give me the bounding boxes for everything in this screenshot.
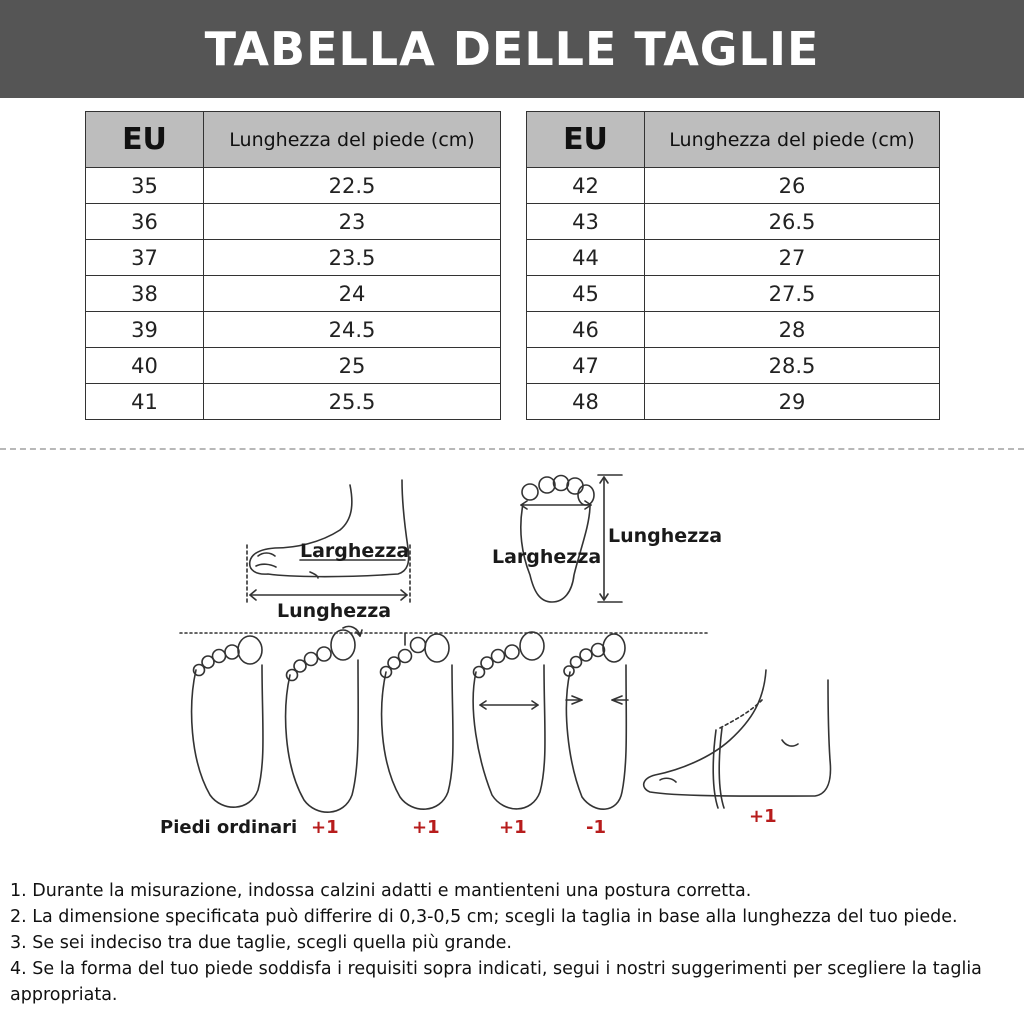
table-header-row	[86, 112, 501, 168]
eu-size-cell: 37	[86, 240, 204, 276]
table-row	[86, 204, 501, 240]
eu-size-cell: 47	[527, 348, 645, 384]
foot-measurement-illustration	[0, 450, 1024, 860]
table-row	[527, 168, 940, 204]
eu-size-cell: 38	[86, 276, 204, 312]
note-2: 2. La dimensione specificata può differire di 0,3-0,5 cm; scegli la taglia in base alla lunghezza del tuo piede.	[10, 907, 958, 927]
foot-ordinary-icon	[192, 636, 263, 807]
sole-length-label: Lunghezza	[608, 525, 723, 547]
eu-size-cell: 35	[86, 168, 204, 204]
table-row	[86, 276, 501, 312]
foot-length-cell: 29	[645, 384, 940, 420]
foot-length-cell: 28	[645, 312, 940, 348]
adjustment-label: -1	[586, 817, 606, 838]
eu-size-cell: 42	[527, 168, 645, 204]
size-table-left	[85, 111, 501, 420]
foot-length-cell: 24.5	[204, 312, 501, 348]
table-row	[86, 384, 501, 420]
eu-size-cell: 48	[527, 384, 645, 420]
foot-length-cell: 28.5	[645, 348, 940, 384]
adjustment-label: +1	[749, 806, 777, 827]
sole-width-label: Larghezza	[492, 546, 602, 568]
foot-length-cell: 27	[645, 240, 940, 276]
eu-size-cell: 45	[527, 276, 645, 312]
length-column-header: Lunghezza del piede (cm)	[204, 112, 501, 168]
table-row	[527, 384, 940, 420]
table-row	[527, 348, 940, 384]
eu-column-header: EU	[527, 112, 645, 168]
eu-size-cell: 39	[86, 312, 204, 348]
foot-length-cell: 22.5	[204, 168, 501, 204]
foot-length-cell: 27.5	[645, 276, 940, 312]
adjustment-label: +1	[499, 817, 527, 838]
foot-length-cell: 26.5	[645, 204, 940, 240]
adjustment-label: +1	[412, 817, 440, 838]
table-row	[527, 312, 940, 348]
foot-wide-icon	[473, 632, 545, 809]
table-row	[527, 240, 940, 276]
page-title: TABELLA DELLE TAGLIE	[204, 22, 820, 76]
note-1: 1. Durante la misurazione, indossa calzini adatti e mantienteni una postura corretta.	[10, 881, 752, 901]
eu-size-cell: 36	[86, 204, 204, 240]
eu-size-cell: 46	[527, 312, 645, 348]
side-length-label: Lunghezza	[277, 600, 392, 622]
adjustment-label: +1	[311, 817, 339, 838]
eu-column-header: EU	[86, 112, 204, 168]
table-row	[86, 348, 501, 384]
length-column-header: Lunghezza del piede (cm)	[645, 112, 940, 168]
size-table-right	[526, 111, 940, 420]
table-row	[527, 276, 940, 312]
note-4: 4. Se la forma del tuo piede soddisfa i requisiti sopra indicati, segui i nostri suggerimenti per scegliere la taglia appropriata.	[10, 959, 982, 1005]
foot-length-cell: 25.5	[204, 384, 501, 420]
foot-length-cell: 26	[645, 168, 940, 204]
foot-second-toe-long-icon	[381, 633, 454, 809]
side-width-label: Larghezza	[300, 540, 410, 562]
foot-big-toe-long-icon	[286, 626, 362, 812]
eu-size-cell: 41	[86, 384, 204, 420]
table-header-row	[527, 112, 940, 168]
foot-length-cell: 24	[204, 276, 501, 312]
table-row	[86, 240, 501, 276]
foot-high-instep-icon	[644, 670, 831, 808]
note-3: 3. Se sei indeciso tra due taglie, scegli quella più grande.	[10, 933, 512, 953]
ordinary-feet-label: Piedi ordinari	[160, 817, 298, 838]
foot-length-cell: 25	[204, 348, 501, 384]
sole-view-foot-icon	[521, 475, 622, 602]
table-row	[527, 204, 940, 240]
eu-size-cell: 44	[527, 240, 645, 276]
table-row	[86, 312, 501, 348]
foot-narrow-icon	[564, 634, 628, 809]
eu-size-cell: 40	[86, 348, 204, 384]
measurement-notes	[10, 878, 1020, 1008]
eu-size-cell: 43	[527, 204, 645, 240]
foot-length-cell: 23	[204, 204, 501, 240]
title-banner	[0, 0, 1024, 98]
table-row	[86, 168, 501, 204]
foot-length-cell: 23.5	[204, 240, 501, 276]
